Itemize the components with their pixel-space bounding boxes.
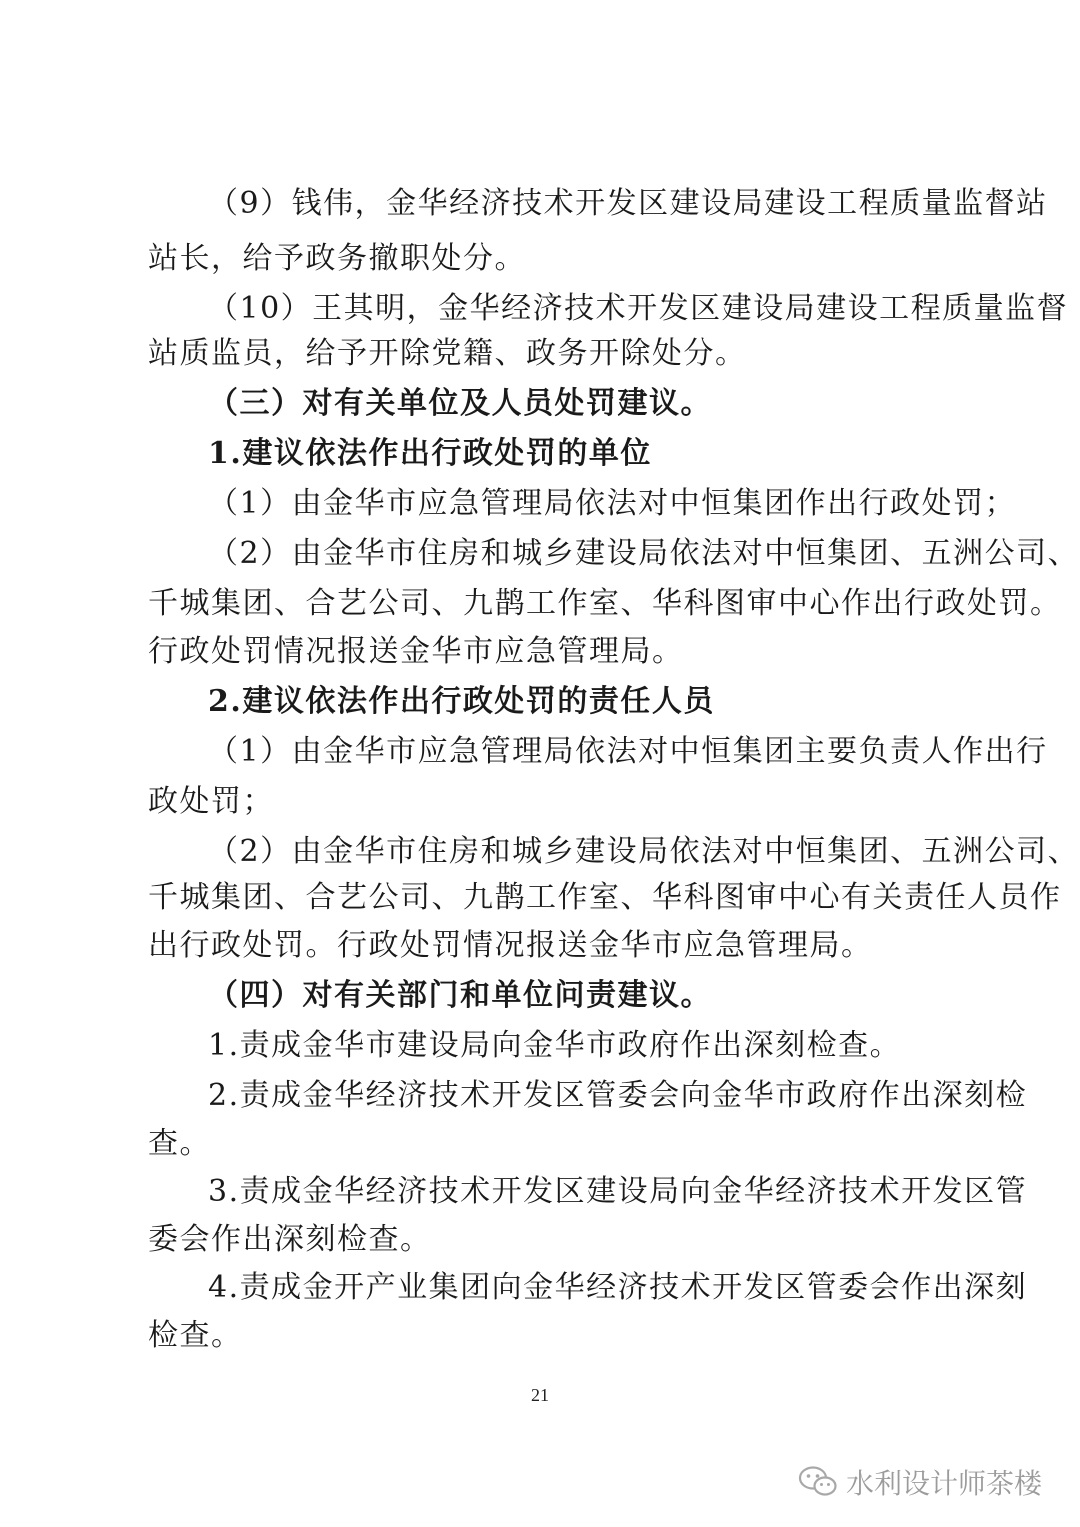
text-line: 站质监员，给予开除党籍、政务开除处分。: [148, 336, 747, 371]
text-line: 查。: [148, 1126, 211, 1161]
text-line: 检查。: [148, 1318, 243, 1353]
text-line: （2）由金华市住房和城乡建设局依法对中恒集团、五洲公司、: [208, 834, 1080, 869]
text-line: 4.责成金开产业集团向金华经济技术开发区管委会作出深刻: [208, 1270, 1028, 1305]
page-number: 21: [531, 1385, 549, 1405]
text-line: 出行政处罚。行政处罚情况报送金华市应急管理局。: [148, 928, 873, 963]
wechat-logo-icon: [798, 1465, 838, 1499]
text-line: （2）由金华市住房和城乡建设局依法对中恒集团、五洲公司、: [208, 536, 1080, 571]
text-line: 千城集团、合艺公司、九鹊工作室、华科图审中心作出行政处罚。: [148, 586, 1062, 621]
text-line: 政处罚；: [148, 784, 274, 819]
text-line: （9）钱伟，金华经济技术开发区建设局建设工程质量监督站: [208, 186, 1048, 221]
text-line: 2.责成金华经济技术开发区管委会向金华市政府作出深刻检: [208, 1078, 1028, 1113]
text-line: 3.责成金华经济技术开发区建设局向金华经济技术开发区管: [208, 1174, 1028, 1209]
section-heading: （四）对有关部门和单位问责建议。: [208, 978, 712, 1013]
text-line: （1）由金华市应急管理局依法对中恒集团作出行政处罚；: [208, 486, 1017, 521]
text-line: （1）由金华市应急管理局依法对中恒集团主要负责人作出行: [208, 734, 1048, 769]
text-line: 千城集团、合艺公司、九鹊工作室、华科图审中心有关责任人员作: [148, 880, 1062, 915]
section-heading: （三）对有关单位及人员处罚建议。: [208, 386, 712, 421]
text-line: 1.责成金华市建设局向金华市政府作出深刻检查。: [208, 1028, 902, 1063]
text-line: 委会作出深刻检查。: [148, 1222, 432, 1257]
text-line: （10）王其明，金华经济技术开发区建设局建设工程质量监督: [208, 291, 1069, 326]
section-heading: 1.建议依法作出行政处罚的单位: [208, 436, 652, 471]
watermark-text: 水利设计师茶楼: [845, 1467, 1042, 1500]
watermark: [798, 1462, 1042, 1502]
text-line: 站长，给予政务撤职处分。: [148, 241, 526, 276]
text-line: 行政处罚情况报送金华市应急管理局。: [148, 634, 684, 669]
section-heading: 2.建议依法作出行政处罚的责任人员: [208, 684, 715, 719]
